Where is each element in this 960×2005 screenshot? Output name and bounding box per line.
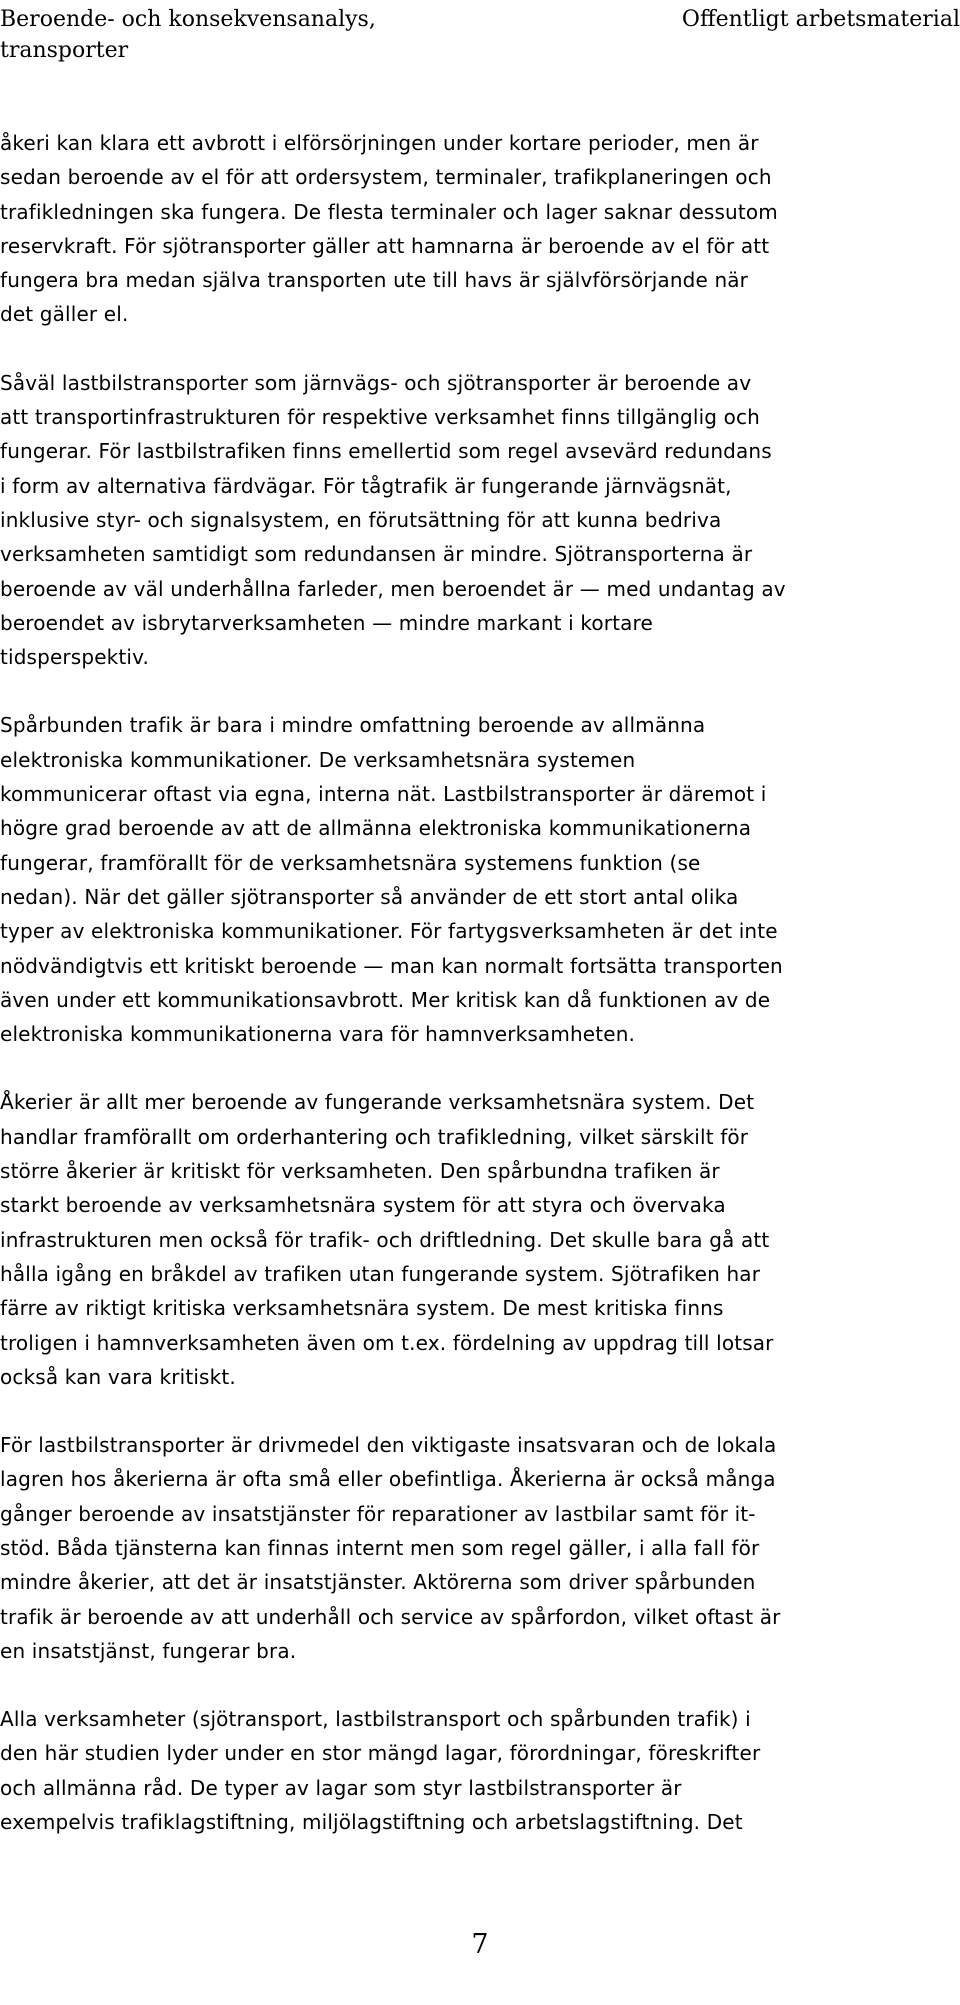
paragraph-6: Alla verksamheter (sjötransport, lastbilstransport och spårbunden trafik) i den här studien lyder under en stor mängd lagar, förordningar, föreskrifter och allmänna råd. De typer av lagar som styr lastbilstransporter är exempelvis trafiklagstiftning, miljölagstiftning och arbetslagstiftning. Det <box>0 1707 761 1835</box>
classification-label: Offentligt arbetsmaterial <box>681 7 960 32</box>
page-number: 7 <box>471 1929 489 1960</box>
paragraph-5: För lastbilstransporter är drivmedel den viktigaste insatsvaran och de lokala lagren hos åkerierna är ofta små eller obefintliga. Åkerierna är också många gånger beroende av insatstjänster för reparationer av lastbilar samt för it- stöd. Båda tjänsterna kan finnas internt men som regel gäller, i alla fall för mindre åkerier, att det är insatstjänster. Aktörerna som driver spårbunden trafik är beroende av att underhåll och service av spårfordon, vilket oftast är en insatstjänst, fungerar bra. <box>0 1433 781 1663</box>
paragraph-1: åkeri kan klara ett avbrott i elförsörjningen under kortare perioder, men är sedan beroende av el för att ordersystem, terminaler, trafikplaneringen och trafikledningen ska fungera. De flesta terminaler och lager saknar dessutom reservkraft. För sjötransporter gäller att hamnarna är beroende av el för att fungera bra medan själva transporten ute till havs är självförsörjande när det gäller el. <box>0 131 778 327</box>
body-text <box>0 126 958 1873</box>
paragraph-3: Spårbunden trafik är bara i mindre omfattning beroende av allmänna elektroniska kommunikationer. De verksamhetsnära systemen kommunicerar oftast via egna, interna nät. Lastbilstransporter är däremot i högre grad beroende av att de allmänna elektroniska kommunikationerna fungerar, framförallt för de verksamhetsnära systemens funktion (se nedan). När det gäller sjötransporter så använder de ett stort antal olika typer av elektroniska kommunikationer. För fartygsverksamheten är det inte nödvändigtvis ett kritiskt beroende — man kan normalt fortsätta transporten även under ett kommunikationsavbrott. Mer kritisk kan då funktionen av de elektroniska kommunikationerna vara för hamnverksamheten. <box>0 713 783 1047</box>
paragraph-4: Åkerier är allt mer beroende av fungerande verksamhetsnära system. Det handlar framförallt om orderhantering och trafikledning, vilket särskilt för större åkerier är kritiskt för verksamheten. Den spårbundna trafiken är starkt beroende av verksamhetsnära system för att styra och övervaka infrastrukturen men också för trafik- och driftledning. Det skulle bara gå att hålla igång en bråkdel av trafiken utan fungerande system. Sjötrafiken har färre av riktigt kritiska verksamhetsnära system. De mest kritiska finns troligen i hamnverksamheten även om t.ex. fördelning av uppdrag till lotsar också kan vara kritiskt. <box>0 1090 774 1389</box>
page-header <box>0 4 960 84</box>
document-title: Beroende- och konsekvensanalys, transporter <box>0 7 376 63</box>
paragraph-2: Såväl lastbilstransporter som järnvägs- och sjötransporter är beroende av att transportinfrastrukturen för respektive verksamhet finns tillgänglig och fungerar. För lastbilstrafiken finns emellertid som regel avsevärd redundans i form av alternativa färdvägar. För tågtrafik är fungerande järnvägsnät, inklusive styr- och signalsystem, en förutsättning för att kunna bedriva verksamheten samtidigt som redundansen är mindre. Sjötransporterna är beroende av väl underhållna farleder, men beroendet är — med undantag av beroendet av isbrytarverksamheten — mindre markant i kortare tidsperspektiv. <box>0 370 786 670</box>
